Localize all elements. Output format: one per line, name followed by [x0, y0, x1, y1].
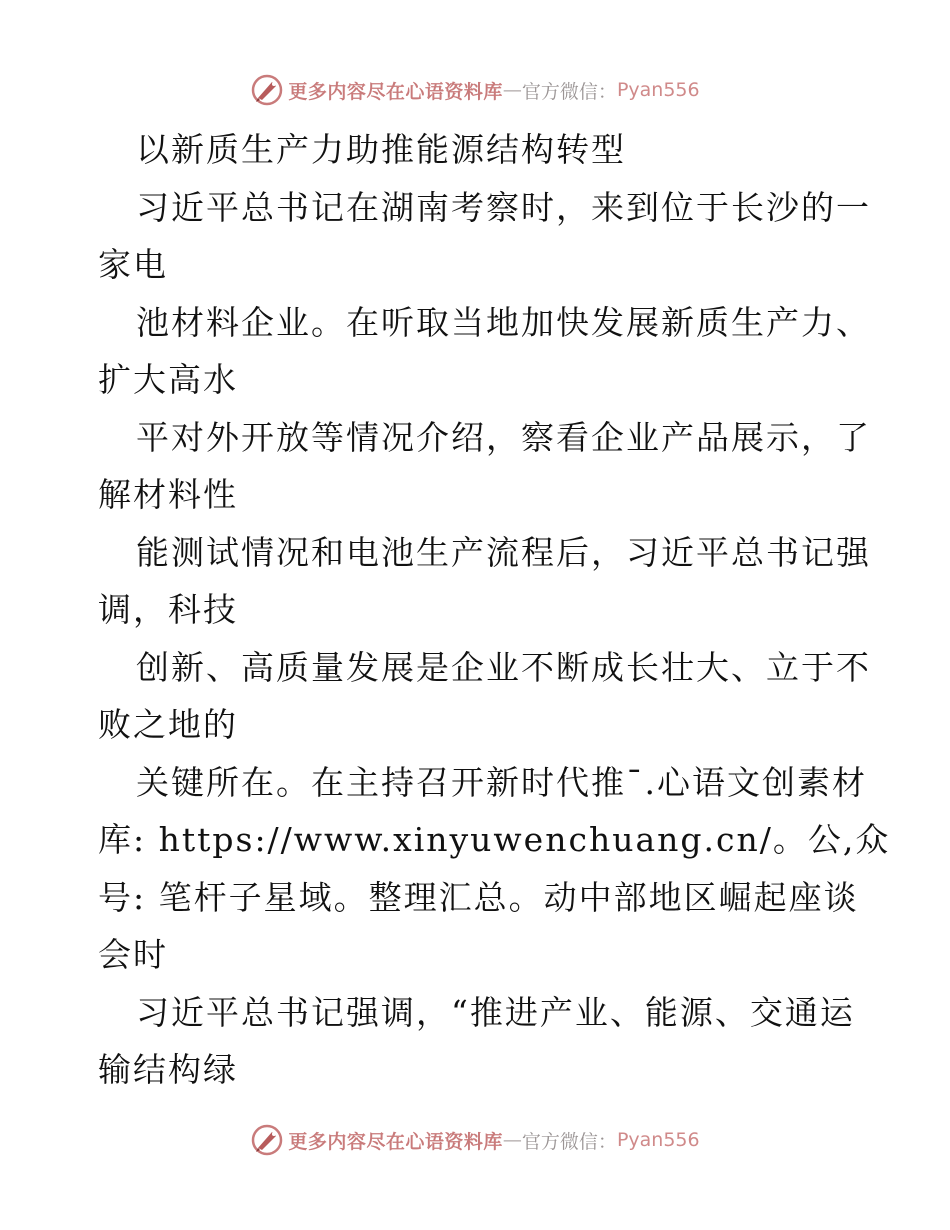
document-body — [98, 121, 891, 1099]
text-line: 调，科技 — [98, 590, 238, 629]
text-line: 号: 笔杆子星域。整理汇总。动中部地区崛起座谈 — [98, 877, 859, 917]
footer-banner — [0, 1120, 950, 1160]
text-line: 池材料企业。在听取当地加快发展新质生产力、 — [136, 302, 871, 342]
text-line: 库: https://www.xinyuwenchuang.cn/。公,众 — [98, 820, 891, 859]
footer-wechat-label: 官方微信： — [521, 1130, 617, 1153]
header-dash: — — [502, 79, 522, 101]
text-line: 能测试情况和电池生产流程后，习近平总书记强 — [136, 532, 871, 572]
pen-logo-icon — [250, 1123, 284, 1157]
text-line: 关键所在。在主持召开新时代推¯.心语文创素材 — [136, 762, 867, 802]
header-wechat-label: 官方微信： — [521, 80, 617, 103]
header-wechat-id: Pyan556 — [616, 79, 700, 101]
footer-wechat-id: Pyan556 — [616, 1129, 700, 1151]
text-line: 输结构绿 — [98, 1050, 238, 1089]
text-line: 扩大高水 — [98, 360, 238, 399]
footer-promo-text: 更多内容尽在心语资料库 — [288, 1130, 503, 1153]
document-title: 以新质生产力助推能源结构转型 — [136, 130, 626, 169]
text-line: 习近平总书记强调，“推进产业、能源、交通运 — [136, 992, 855, 1032]
text-line: 解材料性 — [98, 475, 238, 514]
text-line: 家电 — [98, 245, 168, 284]
header-promo-text: 更多内容尽在心语资料库 — [288, 80, 503, 103]
text-line: 创新、高质量发展是企业不断成长壮大、立于不 — [136, 647, 871, 687]
footer-dash: — — [502, 1129, 522, 1151]
text-line: 败之地的 — [98, 705, 238, 744]
pen-logo-icon — [250, 73, 284, 107]
text-line: 会时 — [98, 935, 168, 974]
text-line: 习近平总书记在湖南考察时，来到位于长沙的一 — [136, 187, 871, 227]
text-line: 平对外开放等情况介绍，察看企业产品展示，了 — [136, 417, 871, 457]
header-banner — [0, 70, 950, 110]
